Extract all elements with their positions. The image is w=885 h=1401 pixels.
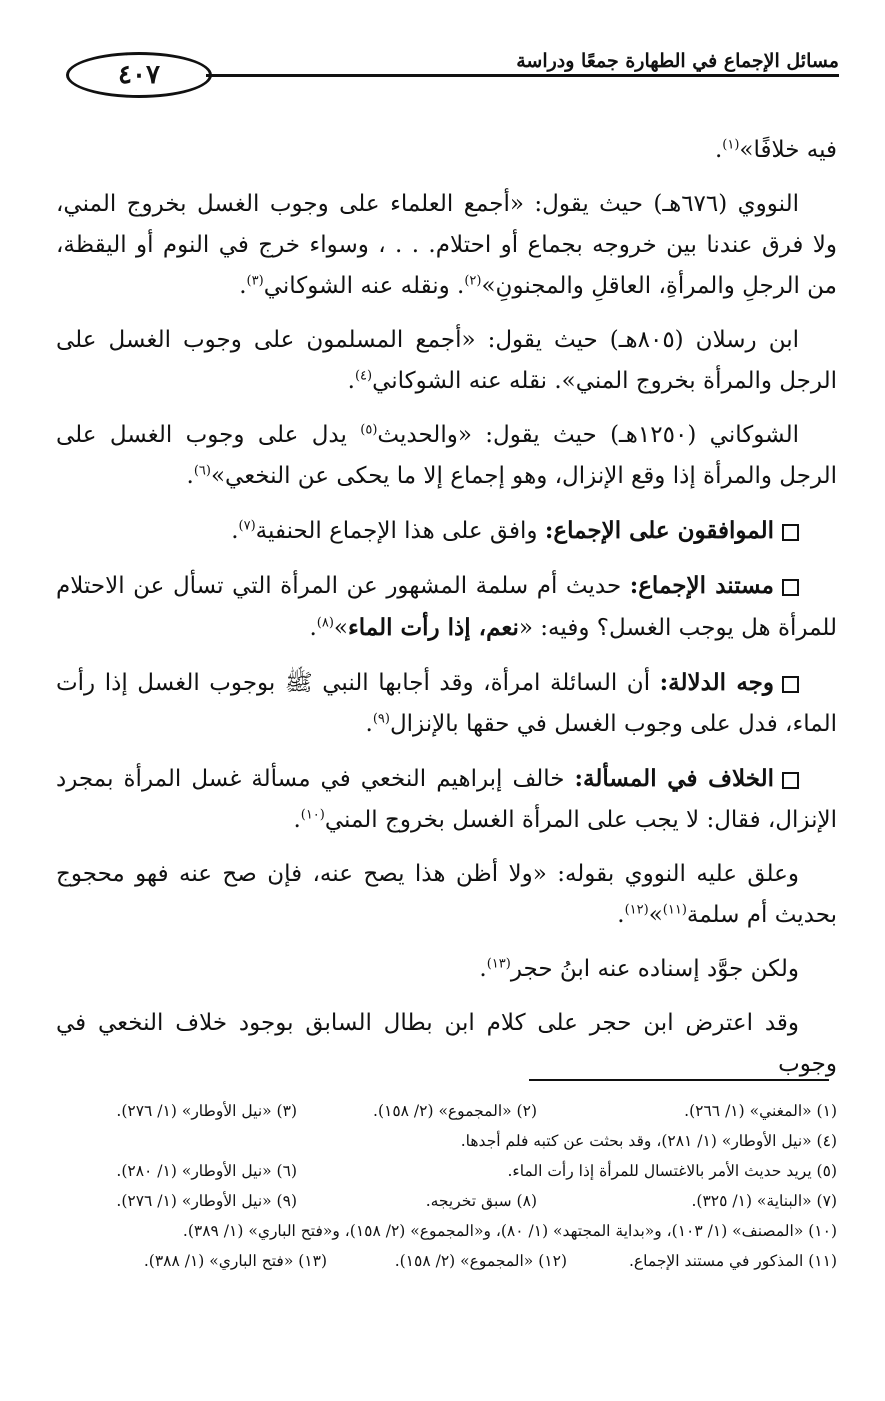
text: . <box>231 518 239 544</box>
paragraph-5 <box>56 510 837 552</box>
text: . ونقله عنه الشوكاني <box>263 273 465 299</box>
footnote-ref: (١) <box>722 137 740 153</box>
text: ولكن جوَّد إسناده عنه ابنُ حجر <box>510 956 799 982</box>
hadith-quote: نعم، إذا رأت الماء <box>347 614 519 641</box>
paragraph-6 <box>56 565 837 649</box>
footnote-13: (١٣) «فتح الباري» (١/ ٣٨٨). <box>143 1252 327 1270</box>
text: حديث أم سلمة المشهور عن المرأة التي تسأل عن الاحتلام للمرأة هل يوجب الغسل؟ وفيه: « <box>56 573 837 641</box>
text: أن السائلة امرأة، وقد أجابها النبي ﷺ بوجوب الغسل إذا رأت الماء، فدل على وجوب الغسل في حقها بالإنزال <box>56 670 837 737</box>
footnote-ref: (٤) <box>354 368 373 384</box>
footnote-row <box>56 1186 837 1216</box>
page-number-badge <box>66 52 212 98</box>
paragraph-1 <box>56 130 837 171</box>
section-label: وجه الدلالة: <box>659 669 774 696</box>
section-label: الموافقون على الإجماع: <box>544 517 774 544</box>
text: » <box>648 902 663 928</box>
footnote-2: (٢) «المجموع» (٢/ ١٥٨). <box>373 1102 537 1120</box>
footnote-ref: (٨) <box>316 615 334 631</box>
paragraph-11 <box>56 1003 837 1085</box>
text: الشوكاني (١٢٥٠هـ) حيث يقول: «والحديث <box>377 422 799 448</box>
footnote-row <box>56 1096 837 1126</box>
footnote-ref: (٩) <box>372 711 390 727</box>
footnote-row <box>56 1246 837 1276</box>
text: . <box>365 711 373 737</box>
footnote-ref: (١٢) <box>624 902 649 918</box>
page-number: ٤٠٧ <box>118 60 160 90</box>
section-label: مستند الإجماع: <box>629 572 774 599</box>
checkbox-square-icon <box>782 524 799 541</box>
footnote-1: (١) «المغني» (١/ ٢٦٦). <box>684 1102 837 1120</box>
text: » <box>333 615 348 641</box>
text: . <box>309 615 317 641</box>
footnote-ref: (٣) <box>246 273 264 289</box>
paragraph-2 <box>56 184 837 307</box>
footnote-12: (١٢) «المجموع» (٢/ ١٥٨). <box>394 1252 567 1270</box>
footnote-ref: (٦) <box>193 463 211 479</box>
page-header <box>56 50 839 104</box>
footnotes <box>56 1096 837 1276</box>
checkbox-square-icon <box>782 676 799 693</box>
footnote-11: (١١) المذكور في مستند الإجماع. <box>628 1252 837 1270</box>
text: وافق على هذا الإجماع الحنفية <box>255 518 545 544</box>
footnote-9: (٩) «نيل الأوطار» (١/ ٢٧٦). <box>116 1192 297 1210</box>
text: . <box>714 137 723 163</box>
footnote-6: (٦) «نيل الأوطار» (١/ ٢٨٠). <box>116 1162 297 1180</box>
paragraph-4 <box>56 415 837 497</box>
paragraph-3 <box>56 320 837 402</box>
text: فيه خلافًا» <box>739 137 837 163</box>
footnote-7: (٧) «البناية» (١/ ٣٢٥). <box>691 1192 837 1210</box>
footnote-ref: (٧) <box>238 518 256 534</box>
text: النووي (٦٧٦هـ) حيث يقول: «أجمع العلماء على وجوب الغسل بخروج المني، ولا فرق عندنا بين خروجه بجماع أو احتلام. . . ، وسواء خرج في النوم أو اليقظة، من الرجلِ والمرأةِ، العاقلِ والمجنونِ» <box>56 191 837 299</box>
text: . <box>479 956 487 982</box>
text: . <box>347 368 355 394</box>
paragraph-10 <box>56 949 837 990</box>
footnote-3: (٣) «نيل الأوطار» (١/ ٢٧٦). <box>116 1102 297 1120</box>
text: خالف إبراهيم النخعي في مسألة غسل المرأة بمجرد الإنزال، فقال: لا يجب على المرأة الغسل بخروج المني <box>56 766 837 833</box>
paragraph-8 <box>56 758 837 841</box>
checkbox-square-icon <box>782 772 799 789</box>
footnote-ref: (١٣) <box>486 956 511 972</box>
footnote-ref: (١١) <box>662 902 687 918</box>
footnote-row <box>56 1126 837 1156</box>
footnote-separator <box>529 1079 829 1081</box>
footnote-ref: (٢) <box>464 273 482 289</box>
text: . <box>293 807 301 833</box>
footnote-ref: (٥) <box>360 422 378 438</box>
footnote-5: (٥) يريد حديث الأمر بالاغتسال للمرأة إذا رأت الماء. <box>507 1162 837 1180</box>
text: يدل على وجوب الغسل على الرجل والمرأة إذا وقع الإنزال، وهو إجماع إلا ما يحكى عن النخعي» <box>56 422 837 489</box>
footnote-ref: (١٠) <box>300 807 325 823</box>
text: . <box>186 463 194 489</box>
running-title: مسائل الإجماع في الطهارة جمعًا ودراسة <box>516 50 839 72</box>
paragraph-7 <box>56 662 837 745</box>
footnote-row <box>56 1156 837 1186</box>
footnote-8: (٨) سبق تخريجه. <box>425 1192 537 1210</box>
text: . <box>617 902 625 928</box>
main-text <box>56 130 837 1098</box>
paragraph-9 <box>56 854 837 936</box>
text: ابن رسلان (٨٠٥هـ) حيث يقول: «أجمع المسلمون على وجوب الغسل على الرجل والمرأة بخروج المني». نقله عنه الشوكاني <box>56 327 837 394</box>
text: . <box>239 273 247 299</box>
footnote-10: (١٠) «المصنف» (١/ ١٠٣)، و«بداية المجتهد» (١/ ٨٠)، و«المجموع» (٢/ ١٥٨)، و«فتح الباري» (١/ ٣٨٩). <box>182 1222 837 1240</box>
section-label: الخلاف في المسألة: <box>574 765 774 792</box>
checkbox-square-icon <box>782 579 799 596</box>
text: وقد اعترض ابن حجر على كلام ابن بطال السابق بوجود خلاف النخعي في وجوب <box>56 1010 837 1077</box>
footnote-4: (٤) «نيل الأوطار» (١/ ٢٨١)، وقد بحثت عن كتبه فلم أجدها. <box>460 1132 837 1150</box>
text: وعلق عليه النووي بقوله: «ولا أظن هذا يصح عنه، فإن صح عنه فهو محجوج بحديث أم سلمة <box>56 861 837 928</box>
header-rule <box>206 74 839 77</box>
